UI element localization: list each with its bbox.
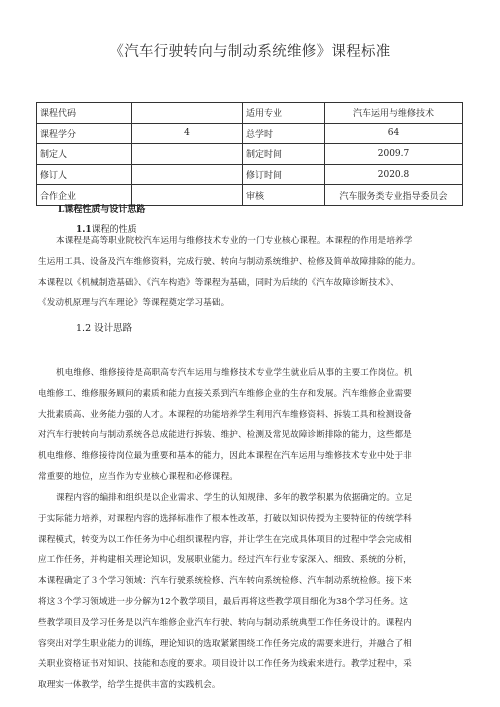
table-cell: 2020.8: [325, 164, 463, 185]
text-line: 容突出对学生职业能力的训练，理论知识的选取紧紧围绕工作任务完成的需要来进行，并融合了相: [38, 638, 412, 649]
paragraph-course-content: [38, 488, 464, 696]
table-cell: 制定人: [37, 144, 132, 165]
table-cell: 审核: [243, 185, 325, 206]
table-cell: 修订人: [37, 164, 132, 185]
page-title: 《汽车行驶转向与制动系统维修》课程标准: [109, 44, 391, 60]
section-heading: L课程性质与设计思路: [58, 205, 146, 215]
subsection-heading: [76, 320, 132, 334]
course-info-table: [36, 102, 463, 206]
text-line: 机电维修、维修接待岗位最为重要和基本的能力，因此本课程在汽车运用与维修技术专业中处于非: [38, 451, 412, 462]
table-cell: 修订时间: [243, 164, 325, 185]
table-cell: 合作企业: [37, 185, 132, 206]
table-cell: 课程学分: [37, 123, 132, 144]
text-line: 机电维修、维修接待是高职高专汽车运用与维修技术专业学生就业后从事的主要工作岗位。机: [56, 368, 413, 378]
subsection-title: 课程的性质: [91, 225, 137, 235]
text-line: 对汽车行驶转向与制动系统各总成能进行拆装、维护、检测及常见故障诊断排除的能力，这些都是: [38, 430, 412, 441]
table-cell: 制定时间: [243, 144, 325, 165]
subsection-number: 1.1: [76, 225, 92, 235]
table-row: [37, 123, 463, 144]
table-row: [37, 164, 463, 185]
text-line: 于实际能力培养，对课程内容的选择标准作了根本性改革，打破以知识传授为主要特征的传统学科: [38, 513, 412, 524]
table-cell: 2009.7: [325, 144, 463, 165]
text-line: 《发动机原理与汽车理论》等课程奠定学习基础。: [38, 298, 230, 309]
table-cell: [132, 164, 243, 185]
table-cell: [132, 185, 243, 206]
text-line: 些教学项目及学习任务是以汽车维修企业汽车行驶、转向与制动系统典型工作任务设计的。课程内: [38, 617, 412, 628]
table-cell: 总学时: [243, 123, 325, 144]
table-cell: 64: [325, 123, 463, 144]
table-cell: 汽车运用与维修技术: [325, 103, 463, 124]
text-line: 生运用工具、设备及汽车维修资料，完成行驶、转向与制动系统维护、检修及简单故障排除的能力。: [38, 256, 421, 267]
table-cell: 汽车服务类专业指导委员会: [325, 185, 463, 206]
text-line: 大批素质高、业务能力强的人才。本课程的功能培养学生利用汽车维修资料、拆装工具和检测设备: [38, 409, 412, 420]
text-line: 关职业资格证书对知识、技能和态度的要求。项目设计以工作任务为线索来进行。教学过程中，采: [38, 659, 412, 670]
text-line: 常重要的地位，应当作为专业核心课程和必修课程。: [38, 471, 238, 482]
paragraph-design-rationale: [38, 363, 464, 488]
table-cell: [132, 103, 243, 124]
table-cell: [132, 144, 243, 165]
table-row: [37, 144, 463, 165]
table-cell: 适用专业: [243, 103, 325, 124]
subsection-title: 设计思路: [94, 323, 133, 334]
text-line: 本课程确定了３个学习领域：汽车行驶系统检修、汽车转向系统检修、汽车制动系统检修。接下来: [38, 576, 412, 587]
text-line: 电维修工、维修服务顾问的素质和能力直接关系到汽车维修企业的生存和发展。汽车维修企业需要: [38, 388, 412, 399]
text-line: 将这３个学习领域进一步分解为12个教学项目，最后再将这些教学项目细化为38个学习任务。这: [38, 596, 409, 607]
text-line: 取理实一体教学，给学生提供丰富的实践机会。: [38, 680, 221, 691]
table-cell: 4: [132, 123, 243, 144]
text-line: 应工作任务，并构建相关理论知识，发展职业能力。经过汽车行业专家深入、细致、系统的分析，: [38, 555, 412, 566]
text-line: 本课程是高等职业院校汽车运用与维修技术专业的一门专业核心课程。本课程的作用是培养学: [56, 236, 413, 246]
paragraph-course-nature: [38, 231, 464, 314]
subsection-number: 1.2: [76, 323, 92, 334]
table-row: [37, 103, 463, 124]
text-line: 本课程以《机械制造基础》、《汽车构造》等课程为基础，同时为后续的《汽车故障诊断技术》、: [38, 277, 399, 288]
text-line: 课程模式，转变为以工作任务为中心组织课程内容，并让学生在完成具体项目的过程中学会完成相: [38, 534, 412, 545]
table-cell: 课程代码: [37, 103, 132, 124]
text-line: 课程内容的编排和组织是以企业需求、学生的认知规律、多年的教学积累为依据确定的。立足: [56, 493, 413, 503]
